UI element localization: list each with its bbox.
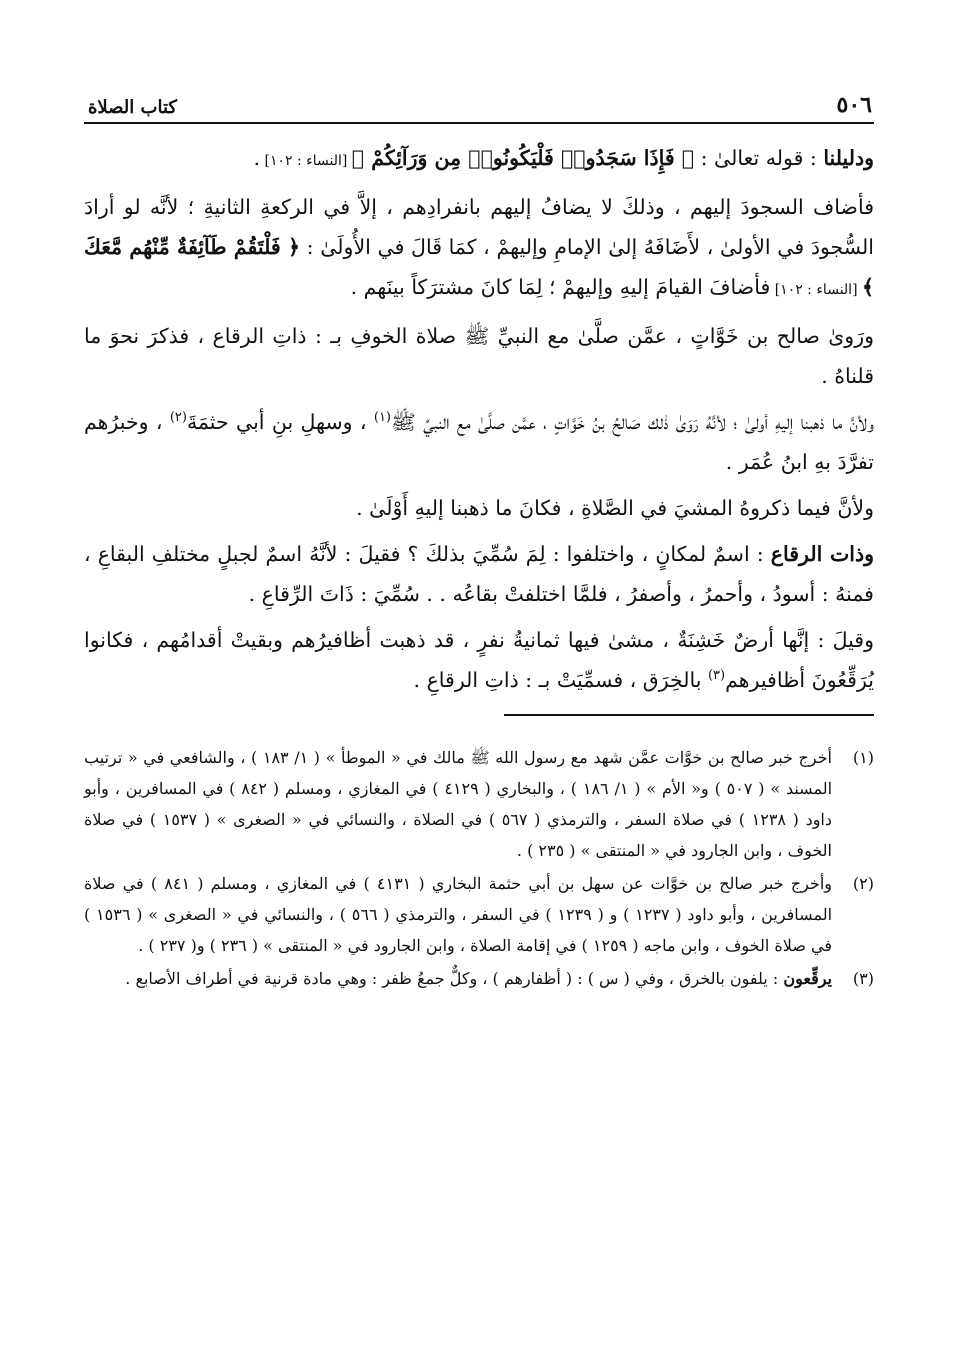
paragraph-text: وقيلَ : إنَّها أرضٌ خَشِنَةٌ ، مشىٰ فيها ثمانيةُ نفرٍ ، قد ذهبت أظافيرُهم وبقيتْ أقدامُهم ، فكانوا يُرَقِّعُونَ أظافيرهم <box>84 628 874 692</box>
paragraph-text: بالخِرَق ، فسمِّيَتْ بـ : ذاتِ الرقاعِ . <box>413 668 708 692</box>
page-number: ٥٠٦ <box>836 92 872 118</box>
quran-verse: ﴿ فَلْتَقُمْ طَآئِفَةٌ مِّنْهُم مَّعَكَ ﴾ <box>84 235 874 299</box>
footnote-body: وأخرج خبر صالح بن خوَّات عن سهل بن أبي حثمة البخاري ( ٤١٣١ ) في المغازي ، ومسلم ( ٨٤١ ) في صلاة المسافرين ، وأبو داود ( ١٢٣٧ ) و ( ١٢٣٩ ) في السفر ، والترمذي ( ٥٦٦ ) ، والنسائي في « الصغرى » ( ١٥٣٦ ) في صلاة الخوف ، وابن ماجه ( ١٢٥٩ ) في إقامة الصلاة ، وابن الجارود في « المنتقى » ( ٢٣٦ ) و( ٢٣٧ ) . <box>84 874 833 955</box>
paragraph-text: ، وسهلِ بنِ أبي حثمَةَ <box>186 410 374 434</box>
paragraph-text: : قوله تعالىٰ : <box>694 146 824 170</box>
verse-citation: [النساء : ١٠٢] <box>260 153 352 169</box>
footnote-body: : يلفون بالخرق ، وفي ( س ) : ( أظفارهم ) ، وكلٌّ جمعُ ظفر : وهي مادة قرنية في أطراف الأصابع . <box>125 969 784 988</box>
footnote-lead: يرقِّعون <box>783 969 832 988</box>
page-header <box>84 88 874 124</box>
footnote-body: أخرج خبر صالح بن خوَّات عمَّن شهد مع رسول الله ﷺ مالك في « الموطأ » ( ١/ ١٨٣ ) ، والشافعي في « ترتيب المسند » ( ٥٠٧ ) و« الأم » ( ١/ ١٨٦ ) ، والبخاري ( ٤١٢٩ ) في المغازي ، ومسلم ( ٨٤٢ ) في المسافرين ، وأبو داود ( ١٢٣٨ ) في صلاة السفر ، والترمذي ( ٥٦٧ ) في الصلاة ، والنسائي في « الصغرى » ( ١٥٣٧ ) في صلاة الخوف ، وابن الجارود في « المنتقى » ( ٢٣٥ ) . <box>84 748 833 860</box>
paragraph-evidence <box>84 138 874 181</box>
paragraph-text: : اسمٌ لمكانٍ ، واختلفوا : لِمَ سُمِّيَ بذلكَ ؟ فقيلَ : لأنَّهُ اسمٌ لجبلٍ مختلفِ البقاعِ ، فمنهُ : أسودُ ، وأحمرُ ، وأصفرُ ، فلمَّا اختلفتْ بقاعُه . . سُمِّيَ : ذَاتَ الرِّقاعِ . <box>84 542 874 606</box>
paragraph-walking: ولأنَّ فيما ذكروهُ المشيَ في الصَّلاةِ ، فكانَ ما ذهبنا إليهِ أَوْلَىٰ . <box>356 496 874 520</box>
verse-citation: [النساء : ١٠٢] <box>770 282 862 298</box>
book-page <box>84 88 874 996</box>
paragraph-text: فأضافَ القيامَ إليهِ وإليهمْ ؛ لِمَا كانَ مشترَكاً بينَهم . <box>350 275 771 299</box>
footnotes <box>84 742 874 994</box>
paragraph-text: ، وخبرُهم تفرَّدَ بهِ ابنُ عُمَر . <box>84 410 874 474</box>
footnote-3 <box>84 963 874 994</box>
paragraph-rough-land <box>84 620 874 700</box>
paragraph-preference <box>84 402 874 482</box>
paragraph-narration: ورَوىٰ صالح بن خَوَّاتٍ ، عمَّن صلَّىٰ مع النبيِّ ﷺ صلاة الخوفِ بـ : ذاتِ الرقاع ، فذكرَ نحوَ ما قلناهُ . <box>84 324 874 388</box>
paragraph-sujud <box>84 187 874 310</box>
footnote-text <box>84 963 832 994</box>
paragraph-dhat-riqa <box>84 534 874 614</box>
footnote-1 <box>84 742 874 866</box>
footnote-ref-1[interactable]: (١) <box>373 410 391 426</box>
footnote-separator-wrap <box>84 706 874 716</box>
quran-verse: ﴿ فَإِذَا سَجَدُوا۟ فَلْيَكُونُوا۟ مِن وَرَآئِكُمْ ﴾ <box>351 146 695 170</box>
footnote-text <box>84 868 832 961</box>
footnote-2 <box>84 868 874 961</box>
main-text <box>84 138 874 700</box>
footnote-text <box>84 742 832 866</box>
paragraph-lead: ودليلنا <box>823 146 874 170</box>
footnote-number: (٣) <box>852 969 874 988</box>
footnote-ref-2[interactable]: (٢) <box>169 410 187 426</box>
running-title: كتاب الصلاة <box>88 97 177 118</box>
footnote-number: (٢) <box>852 874 874 893</box>
paragraph-end: . <box>253 146 261 170</box>
paragraph-lead: وذات الرقاع <box>770 542 874 566</box>
footnote-ref-3[interactable]: (٣) <box>707 668 726 684</box>
footnote-number: (١) <box>852 748 874 767</box>
footnote-separator <box>504 714 874 716</box>
paragraph-text: ولأنَّ ما ذهبنا إليهِ أولىٰ ؛ لأنَّهُ رَوَىٰ ذٰلك صَالحُ بنُ خَوَّاتٍ ، عمَّن صلَّىٰ مع النبيِّ ﷺ <box>391 410 874 434</box>
paragraph-text: فأضاف السجودَ إليهم ، وذلكَ لا يضافُ إليهم بانفرادِهم ، إلاَّ في الركعةِ الثانيةِ ؛ لأنَّه لو أرادَ السُّجودَ في الأولىٰ ، لأَضَافَهُ إلىٰ الإمامِ وإليهمْ ، كمَا قَالَ في الأُولَىٰ : <box>84 195 874 259</box>
